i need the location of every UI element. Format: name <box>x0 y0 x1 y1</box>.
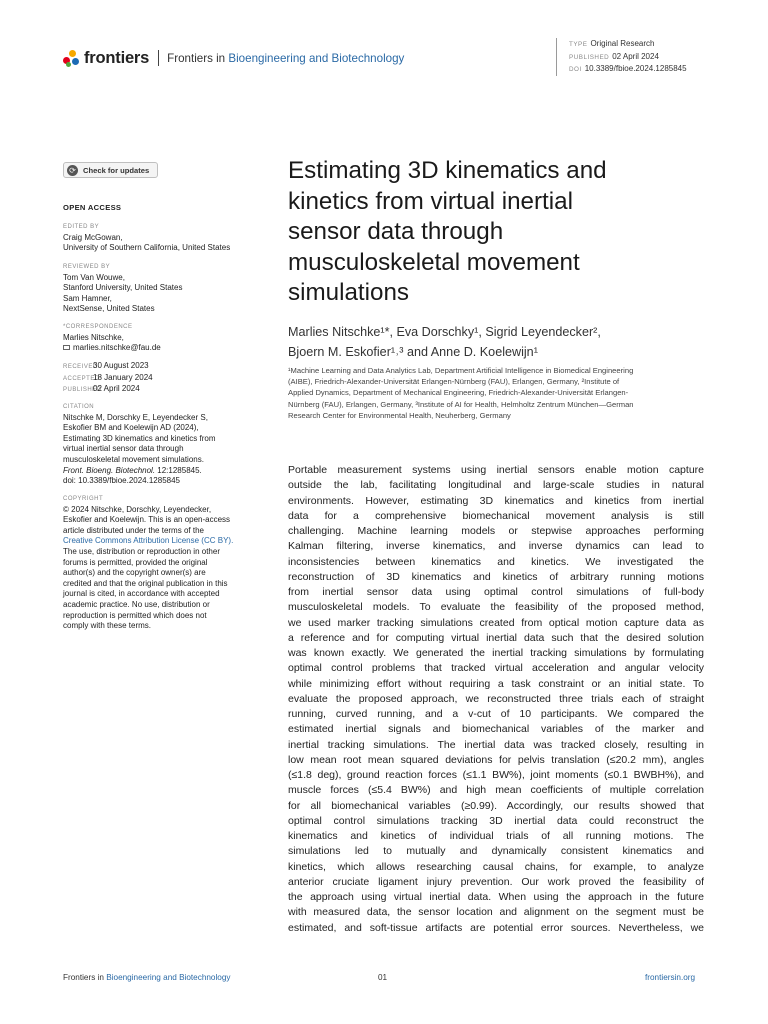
meta-type: TYPE Original Research <box>569 39 655 48</box>
abstract-line: estimated, and soft-tissue artifacts are potential error sources. Nevertheless, we <box>288 921 704 934</box>
abstract-line: kinematics and kinetics of individual trials of all running motions. The <box>288 830 704 842</box>
abstract-line: simulations led to mutually and dynamically consistent kinematics and <box>288 845 704 858</box>
refresh-icon: ⟳ <box>67 165 78 176</box>
published-date: PUBLISHED02 April 2024 <box>63 384 140 394</box>
check-for-updates-button[interactable] <box>63 162 158 178</box>
abstract-line: estimated inertial signals and biomechanical variables of the marker and <box>288 723 704 736</box>
author-list: Marlies Nitschke¹*, Eva Dorschky¹, Sigrid Leyendecker², Bjoern M. Eskofier¹˒³ and Anne D. Koelewijn¹ <box>288 325 601 359</box>
citation-journal: Front. Bioeng. Biotechnol. <box>63 465 156 475</box>
article-title: Estimating 3D kinematics and kinetics from virtual inertial sensor data through musculoskeletal movement simulations <box>288 157 607 307</box>
page-number: 01 <box>378 973 388 982</box>
frontiers-logo-icon <box>63 50 80 67</box>
affiliations: ¹Machine Learning and Data Analytics Lab, Department Artificial Intelligence in Biomedical Engineering (AIBE), Friedrich-Alexander-Universität Erlangen-Nürnberg (FAU), Erlangen, Germany, ²Institute of Applied Dynamics, Department of Mechanical Engineering, Friedrich-Alexander-Universität Erlangen- Nürnberg (FAU), Erlangen, Germany, ³Institute of AI for Health, Helmholtz Zentrum München—German Research Center for Environmental Health, Neuherberg, Germany <box>288 366 634 420</box>
check-updates-label: Check for updates <box>83 165 150 175</box>
mail-icon <box>63 345 70 350</box>
abstract-line: muscle forces (≤5.4 BW%) and high mean coefficients of multiple correlation <box>288 784 704 797</box>
reviewer-name: Tom Van Wouwe, <box>63 272 125 282</box>
publisher-header <box>63 47 404 69</box>
article-meta <box>556 38 687 76</box>
reviewed-by-section: REVIEWED BY Tom Van Wouwe, Stanford University, United States Sam Hamner, NextSense, United States <box>63 262 263 315</box>
abstract-line: anterior cruciate ligament injury prevention. Our work proved the feasibility of <box>288 875 704 888</box>
editor-name: Craig McGowan, <box>63 232 123 242</box>
abstract-line: running, curved running, and a v-cut of 10 participants. We compared the <box>288 708 704 720</box>
abstract-line: inconsistencies between kinematics and kinetics. We investigated the <box>288 555 704 568</box>
abstract-line: while minimizing effort without requiring a task constraint or an initial state. To <box>288 677 704 690</box>
abstract-line: from inertial sensor data using optimal control simulations of full-body <box>288 586 704 598</box>
abstract-line: low mean root mean squared deviations for pelvis translation (≤20.2 mm), angles <box>288 753 704 766</box>
email-link[interactable]: marlies.nitschke@fau.de <box>73 343 161 353</box>
abstract-line: reconstruction of 3D kinematics and kinetics of arbitrary running motions <box>288 570 704 583</box>
journal-prefix: Frontiers in <box>167 51 226 65</box>
accepted-date: ACCEPTED18 January 2024 <box>63 372 153 382</box>
meta-published: PUBLISHED 02 April 2024 <box>569 51 659 61</box>
journal-name: Bioengineering and Biotechnology <box>228 51 405 65</box>
abstract-line: inertial tracking simulations. The inertial data was tracked closely, resulting in <box>288 738 704 751</box>
abstract-line: Kalman filtering, inverse kinematics, and inverse dynamics can lead to <box>288 540 704 553</box>
open-access-label: OPEN ACCESS <box>63 203 122 212</box>
abstract-line: Portable measurement systems using inertial sensors enable motion capture <box>288 464 704 476</box>
copyright-section: COPYRIGHT © 2024 Nitschke, Dorschky, Leyendecker, Eskofier and Koelewijn. This is an open-access article distributed under the terms of the Creative Commons Attribution License (CC BY). The use, distribution or reproduction in other forums is permitted, provided the original author(s) and the copyright owner(s) are credited and that the original publication in this journal is cited, in accordance with accepted academic practice. No use, distribution or reproduction is permitted which does not comply with these terms. <box>63 494 263 632</box>
abstract-line: optimal control problems that tracked virtual acceleration and angular velocity <box>288 662 704 675</box>
received-date: RECEIVED30 August 2023 <box>63 361 149 370</box>
corresponding-author: Marlies Nitschke, <box>63 332 124 342</box>
abstract-line: data for a comprehensive biomechanical movement analysis is still <box>288 509 704 522</box>
abstract-line: kinetics, which allows researching causal chains, for example, to analyze <box>288 860 704 873</box>
abstract-line: the approach using virtual inertial data. When using the approach in the future <box>288 891 704 903</box>
footer-journal: Frontiers in Bioengineering and Biotechnology <box>63 973 231 982</box>
reviewer-affiliation: Stanford University, United States <box>63 283 183 293</box>
email-line <box>63 343 263 354</box>
edited-by-section: EDITED BY Craig McGowan, University of Southern California, United States <box>63 222 263 254</box>
meta-doi[interactable]: DOI 10.3389/fbioe.2024.1285845 <box>569 64 687 73</box>
abstract-line: optimal control simulations tracking 3D inertial data could reconstruct the <box>288 814 704 827</box>
abstract-line: environments. However, estimating 3D kinematics and kinetics from inertial <box>288 494 704 507</box>
abstract-line: a reference and for computing virtual inertial data such that the desired solution <box>288 631 704 644</box>
abstract-line: evaluate the proposed approach, we reconstructed three trials each of straight <box>288 692 704 705</box>
correspondence-section: *CORRESPONDENCE Marlies Nitschke, marlies.nitschke@fau.de <box>63 322 263 354</box>
abstract-line: challenging. Machine learning models or stepwise approaches performing <box>288 525 704 537</box>
brand-name[interactable]: frontiers <box>84 48 150 67</box>
abstract <box>288 463 704 936</box>
reviewer-name: Sam Hamner, <box>63 293 112 303</box>
abstract-line: was known exactly. We generated the inertial tracking simulations by formulating <box>288 647 704 659</box>
cc-by-license-link[interactable]: Creative Commons Attribution License (CC BY). <box>63 536 234 546</box>
abstract-line: for all biomechanical variables (≥0.99). Accordingly, our results showed that <box>288 799 704 812</box>
abstract-line: we used marker tracking simulations created from optical motion capture data as <box>288 616 704 629</box>
abstract-line: musculoskeletal models. To evaluate the feasibility of the proposed method, <box>288 601 704 614</box>
citation-section: CITATION Nitschke M, Dorschky E, Leyendecker S, Eskofier BM and Koelewijn AD (2024), Estimating 3D kinematics and kinetics from virtual inertial sensor data through musculoskeletal movement simulations. Front. Bioeng. Biotechnol. 12:1285845. doi: 10.3389/fbioe.2024.1285845 <box>63 402 263 487</box>
dates-section <box>63 361 263 396</box>
citation-doi[interactable]: doi: 10.3389/fbioe.2024.1285845 <box>63 476 180 486</box>
abstract-line: (≤1.8 deg), ground reaction forces (≤1.1 BW%), joint moments (≤0.1 BWBH%), and <box>288 769 704 781</box>
journal-title[interactable] <box>167 52 404 65</box>
reviewer-affiliation: NextSense, United States <box>63 304 155 314</box>
footer-journal-name[interactable]: Bioengineering and Biotechnology <box>106 973 231 982</box>
abstract-line: with measured data, the sensor location and alignment on the segment must be <box>288 906 704 919</box>
footer-site-link[interactable]: frontiersin.org <box>645 973 696 982</box>
header-divider <box>158 50 159 66</box>
abstract-line: outside the lab, facilitating longitudinal and large-scale studies in natural <box>288 479 704 492</box>
editor-affiliation: University of Southern California, United States <box>63 243 231 253</box>
